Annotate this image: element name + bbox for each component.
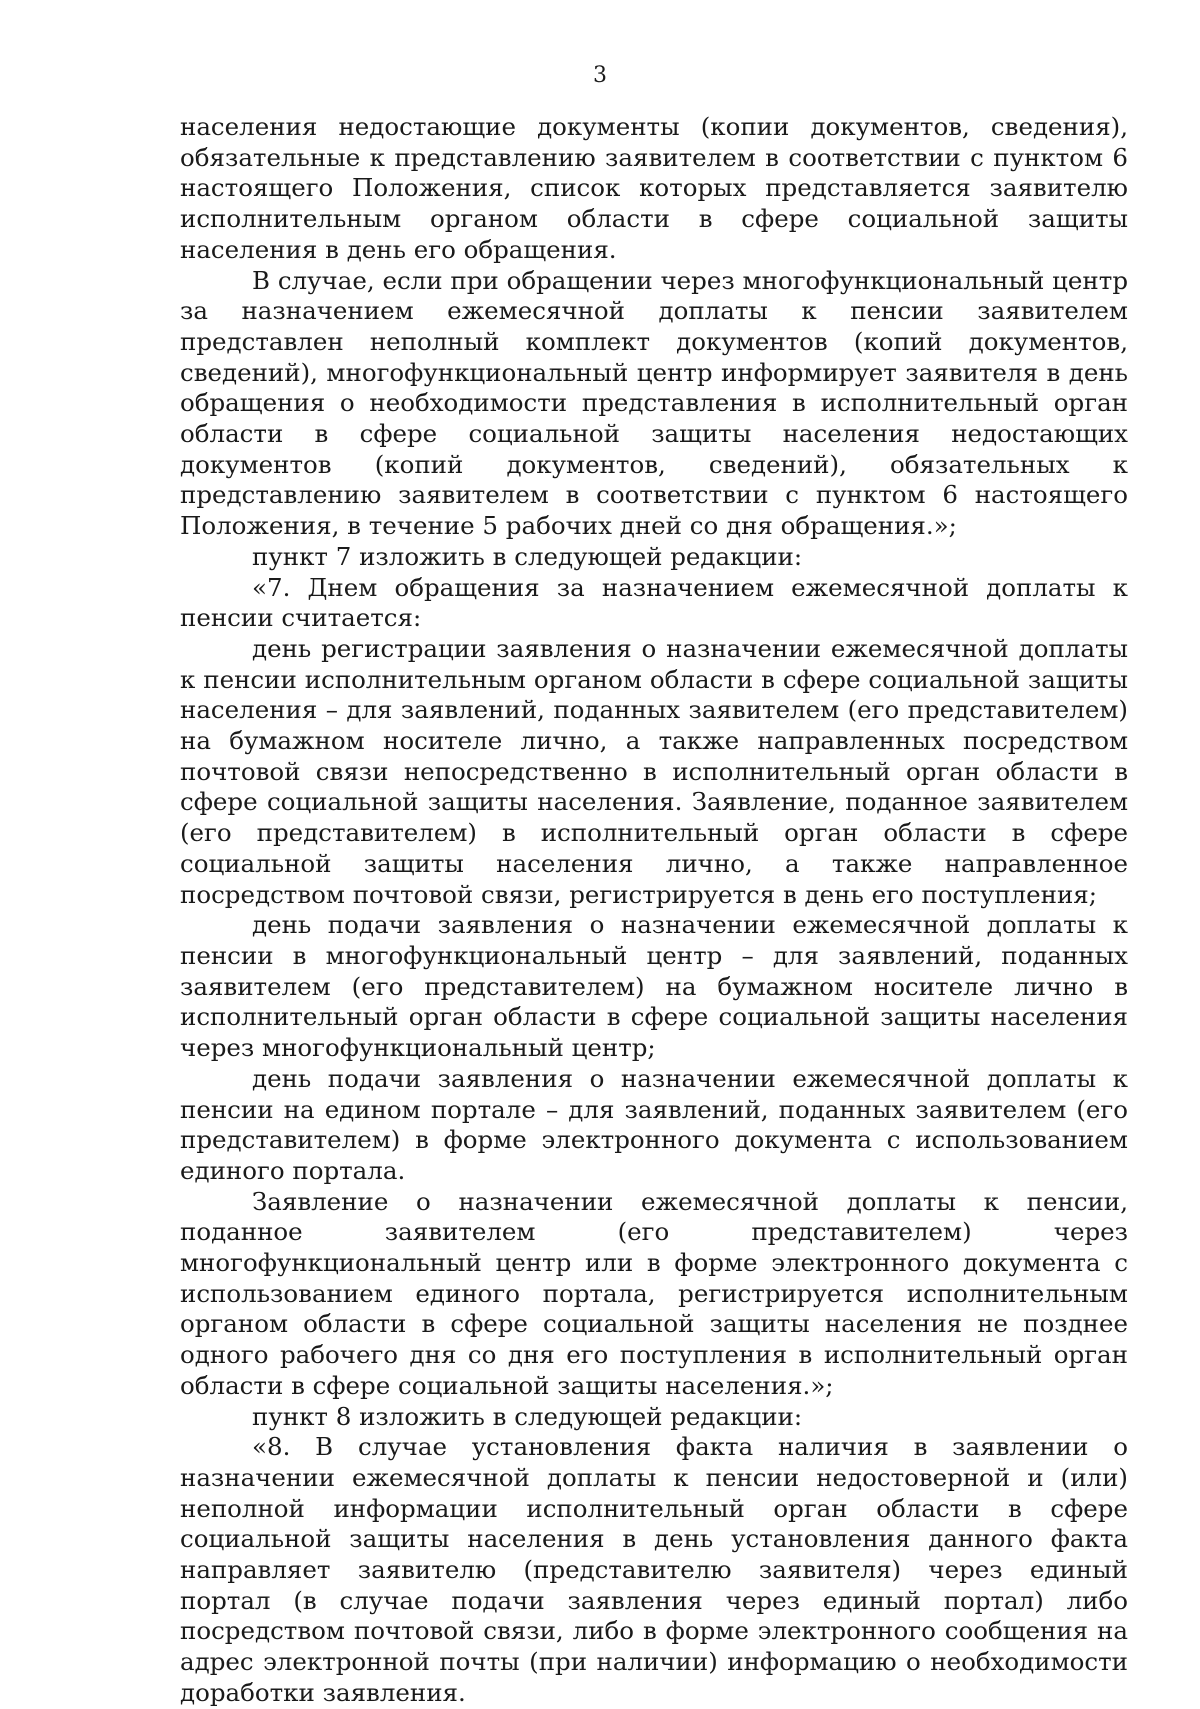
paragraph-item-7-intro: пункт 7 изложить в следующей редакции: bbox=[252, 541, 803, 571]
document-body bbox=[180, 112, 1128, 1709]
paragraph-item-7-portal-day: день подачи заявления о назначении ежемесячной доплаты к пенсии на едином портале – для заявлений, поданных заявителем (его представителем) в форме электронного документа с использованием единого портала. bbox=[180, 1063, 1128, 1185]
paragraph-item-8-intro: пункт 8 изложить в следующей редакции: bbox=[252, 1401, 803, 1431]
paragraph-mfc-incomplete-docs: В случае, если при обращении через многофункциональный центр за назначением ежемесячной доплаты к пенсии заявителем представлен неполный комплект документов (копий документов, сведений), многофункциональный центр информирует заявителя в день обращения о необходимости представления в исполнительный орган области в сфере социальной защиты населения недостающих документов (копий документов, сведений), обязательных к представлению заявителем в соответствии с пунктом 6 настоящего Положения, в течение 5 рабочих дней со дня обращения.»; bbox=[180, 265, 1128, 541]
paragraph-item-8-text: «8. В случае установления факта наличия в заявлении о назначении ежемесячной доплаты к пенсии недостоверной и (или) неполной информации исполнительный орган области в сфере социальной защиты населения в день установления данного факта направляет заявителю (представителю заявителя) через единый портал (в случае подачи заявления через единый портал) либо посредством почтовой связи, либо в форме электронного сообщения на адрес электронной почты (при наличии) информацию о необходимости доработки заявления. bbox=[180, 1432, 1128, 1707]
paragraph-continuation: населения недостающие документы (копии документов, сведения), обязательные к представлению заявителем в соответствии с пунктом 6 настоящего Положения, список которых представляется заявителю исполнительным органом области в сфере социальной защиты населения в день его обращения. bbox=[180, 112, 1128, 264]
paragraph-item-7-registration-deadline: Заявление о назначении ежемесячной доплаты к пенсии, поданное заявителем (его представителем) через многофункциональный центр или в форме электронного документа с использованием единого портала, регистрируется исполнительным органом области в сфере социальной защиты населения не позднее одного рабочего дня со дня его поступления в исполнительный орган области в сфере социальной защиты населения.»; bbox=[180, 1186, 1128, 1400]
paragraph-item-7-heading: «7. Днем обращения за назначением ежемесячной доплаты к пенсии считается: bbox=[180, 572, 1128, 633]
paragraph-item-7-registration-day: день регистрации заявления о назначении ежемесячной доплаты к пенсии исполнительным органом области в сфере социальной защиты населения – для заявлений, поданных заявителем (его представителем) на бумажном носителе лично, а также направленных посредством почтовой связи непосредственно в исполнительный орган области в сфере социальной защиты населения. Заявление, поданное заявителем (его представителем) в исполнительный орган области в сфере социальной защиты населения лично, а также направленное посредством почтовой связи, регистрируется в день его поступления; bbox=[180, 633, 1128, 909]
page-number: 3 bbox=[593, 63, 607, 88]
paragraph-item-7-mfc-day: день подачи заявления о назначении ежемесячной доплаты к пенсии в многофункциональный центр – для заявлений, поданных заявителем (его представителем) на бумажном носителе лично в исполнительный орган области в сфере социальной защиты населения через многофункциональный центр; bbox=[180, 910, 1128, 1063]
